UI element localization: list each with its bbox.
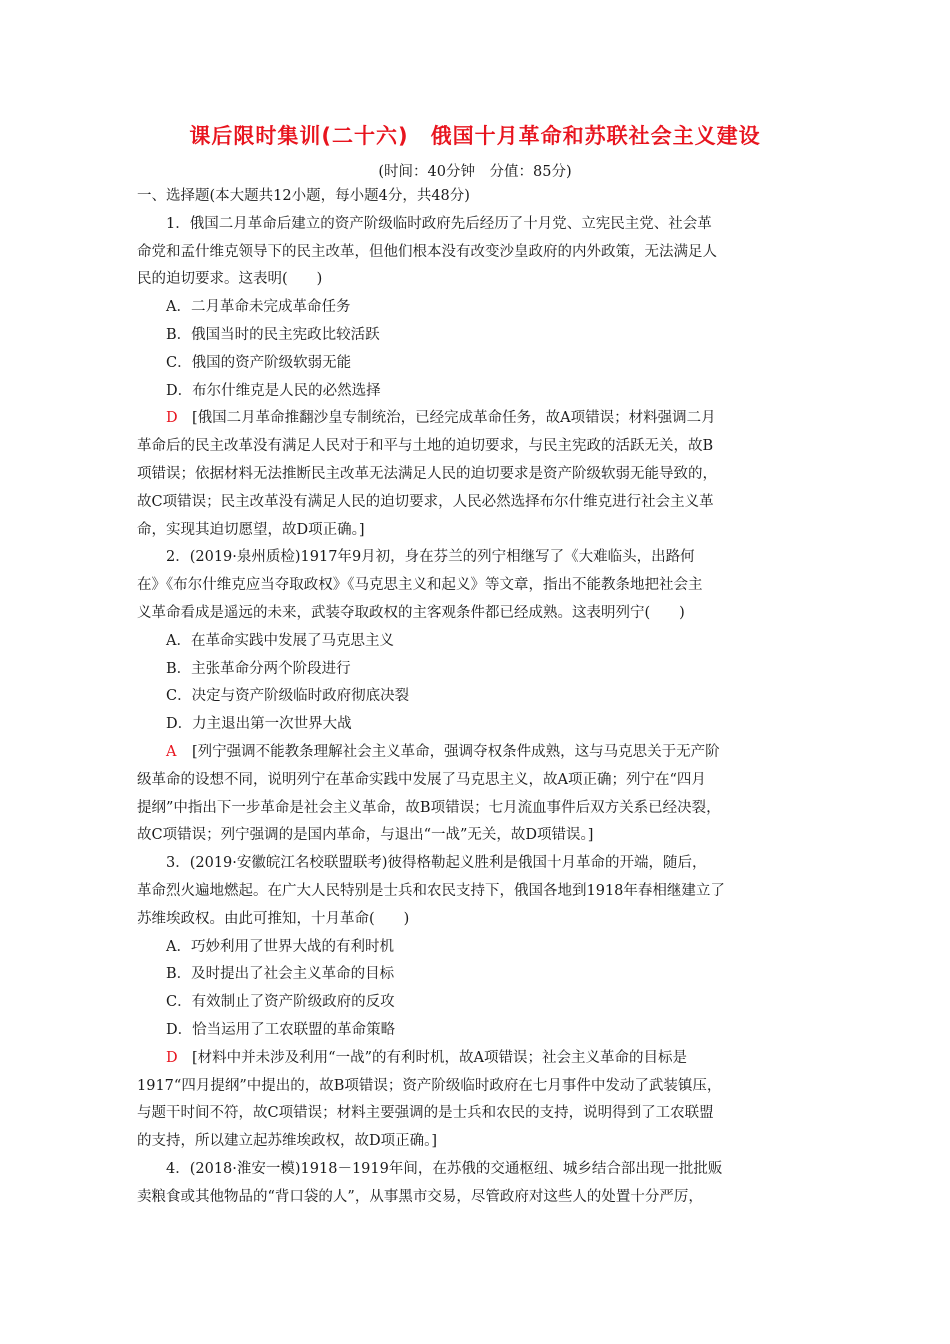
explanation-line: 故C项错误；民主改革没有满足人民的迫切要求，人民必然选择布尔什维克进行社会主义革 bbox=[137, 493, 714, 510]
answer-letter: D bbox=[166, 1049, 178, 1066]
option-a: A．二月革命未完成革命任务 bbox=[166, 299, 351, 316]
option-d: D．力主退出第一次世界大战 bbox=[166, 716, 352, 733]
question-stem-line: 民的迫切要求。这表明( ) bbox=[137, 271, 323, 288]
explanation-line: 故C项错误；列宁强调的是国内革命，与退出“一战”无关，故D项错误。] bbox=[137, 827, 594, 844]
document-title: 课后限时集训(二十六) 俄国十月革命和苏联社会主义建设 bbox=[189, 124, 761, 148]
explanation-line: 革命后的民主改革没有满足人民对于和平与土地的迫切要求，与民主宪政的活跃无关，故B bbox=[137, 438, 714, 455]
question-1 bbox=[137, 211, 813, 545]
explanation-text: [列宁强调不能教条理解社会主义革命，强调夺权条件成熟，这与马克思关于无产阶 bbox=[192, 743, 720, 760]
answer-letter: A bbox=[166, 743, 177, 760]
question-stem-line: 4．(2018·淮安一模)1918－1919年间，在苏俄的交通枢纽、城乡结合部出现一批批贩 bbox=[166, 1160, 723, 1177]
question-2 bbox=[137, 544, 813, 850]
explanation-line: 级革命的设想不同，说明列宁在革命实践中发展了马克思主义，故A项正确；列宁在“四月 bbox=[137, 771, 706, 788]
option-d: D．恰当运用了工农联盟的革命策略 bbox=[166, 1021, 396, 1038]
question-stem-line: 命党和孟什维克领导下的民主改革，但他们根本没有改变沙皇政府的内外政策，无法满足人 bbox=[137, 243, 717, 260]
option-c: C．有效制止了资产阶级政府的反攻 bbox=[166, 994, 395, 1011]
option-c: C．决定与资产阶级临时政府彻底决裂 bbox=[166, 688, 410, 705]
question-stem-line: 2．(2019·泉州质检)1917年9月初，身在芬兰的列宁相继写了《大难临头，出路何 bbox=[166, 549, 695, 566]
question-stem-line: 在》《布尔什维克应当夺取政权》《马克思主义和起义》等文章，指出不能教条地把社会主 bbox=[137, 577, 703, 594]
option-b: B．主张革命分两个阶段进行 bbox=[166, 660, 351, 677]
option-a: A．巧妙利用了世界大战的有利时机 bbox=[166, 938, 394, 955]
explanation-line: 与题干时间不符，故C项错误；材料主要强调的是士兵和农民的支持，说明得到了工农联盟 bbox=[137, 1105, 714, 1122]
question-4 bbox=[137, 1156, 813, 1212]
explanation-line: 1917“四月提纲”中提出的，故B项错误；资产阶级临时政府在七月事件中发动了武装镇压， bbox=[137, 1077, 722, 1094]
question-stem-line: 1．俄国二月革命后建立的资产阶级临时政府先后经历了十月党、立宪民主党、社会革 bbox=[166, 215, 712, 232]
question-stem-line: 3．(2019·安徽皖江名校联盟联考)彼得格勒起义胜利是俄国十月革命的开端，随后， bbox=[166, 855, 707, 872]
explanation-line: 命，实现其迫切愿望，故D项正确。] bbox=[137, 521, 365, 538]
option-b: B．俄国当时的民主宪政比较活跃 bbox=[166, 326, 380, 343]
question-stem-line: 义革命看成是遥远的未来，武装夺取政权的主客观条件都已经成熟。这表明列宁( ) bbox=[137, 604, 685, 621]
answer-explanation-line bbox=[137, 739, 813, 767]
document-body bbox=[137, 183, 813, 1211]
section-heading: 一、选择题(本大题共12小题，每小题4分，共48分) bbox=[137, 188, 470, 204]
question-stem-line: 苏维埃政权。由此可推知，十月革命( ) bbox=[137, 910, 410, 927]
question-stem-line: 革命烈火遍地燃起。在广大人民特别是士兵和农民支持下，俄国各地到1918年春相继建立了 bbox=[137, 882, 725, 899]
option-d: D．布尔什维克是人民的必然选择 bbox=[166, 382, 381, 399]
time-score-line: (时间：40分钟 分值：85分) bbox=[378, 164, 572, 180]
answer-letter: D bbox=[166, 410, 178, 427]
option-b: B．及时提出了社会主义革命的目标 bbox=[166, 966, 395, 983]
explanation-line: 的支持，所以建立起苏维埃政权，故D项正确。] bbox=[137, 1133, 438, 1150]
explanation-line: 提纲”中指出下一步革命是社会主义革命，故B项错误；七月流血事件后双方关系已经决裂， bbox=[137, 799, 721, 816]
option-a: A．在革命实践中发展了马克思主义 bbox=[166, 632, 394, 649]
question-3 bbox=[137, 850, 813, 1156]
answer-explanation-line bbox=[137, 405, 813, 433]
question-stem-line: 卖粮食或其他物品的“背口袋的人”，从事黑市交易，尽管政府对这些人的处置十分严厉， bbox=[137, 1188, 703, 1205]
explanation-line: 项错误；依据材料无法推断民主改革无法满足人民的迫切要求是资产阶级软弱无能导致的， bbox=[137, 465, 717, 482]
explanation-text: [材料中并未涉及利用“一战”的有利时机，故A项错误；社会主义革命的目标是 bbox=[192, 1049, 687, 1066]
option-c: C．俄国的资产阶级软弱无能 bbox=[166, 354, 352, 371]
answer-explanation-line bbox=[137, 1045, 813, 1073]
explanation-text: [俄国二月革命推翻沙皇专制统治，已经完成革命任务，故A项错误；材料强调二月 bbox=[192, 410, 716, 427]
